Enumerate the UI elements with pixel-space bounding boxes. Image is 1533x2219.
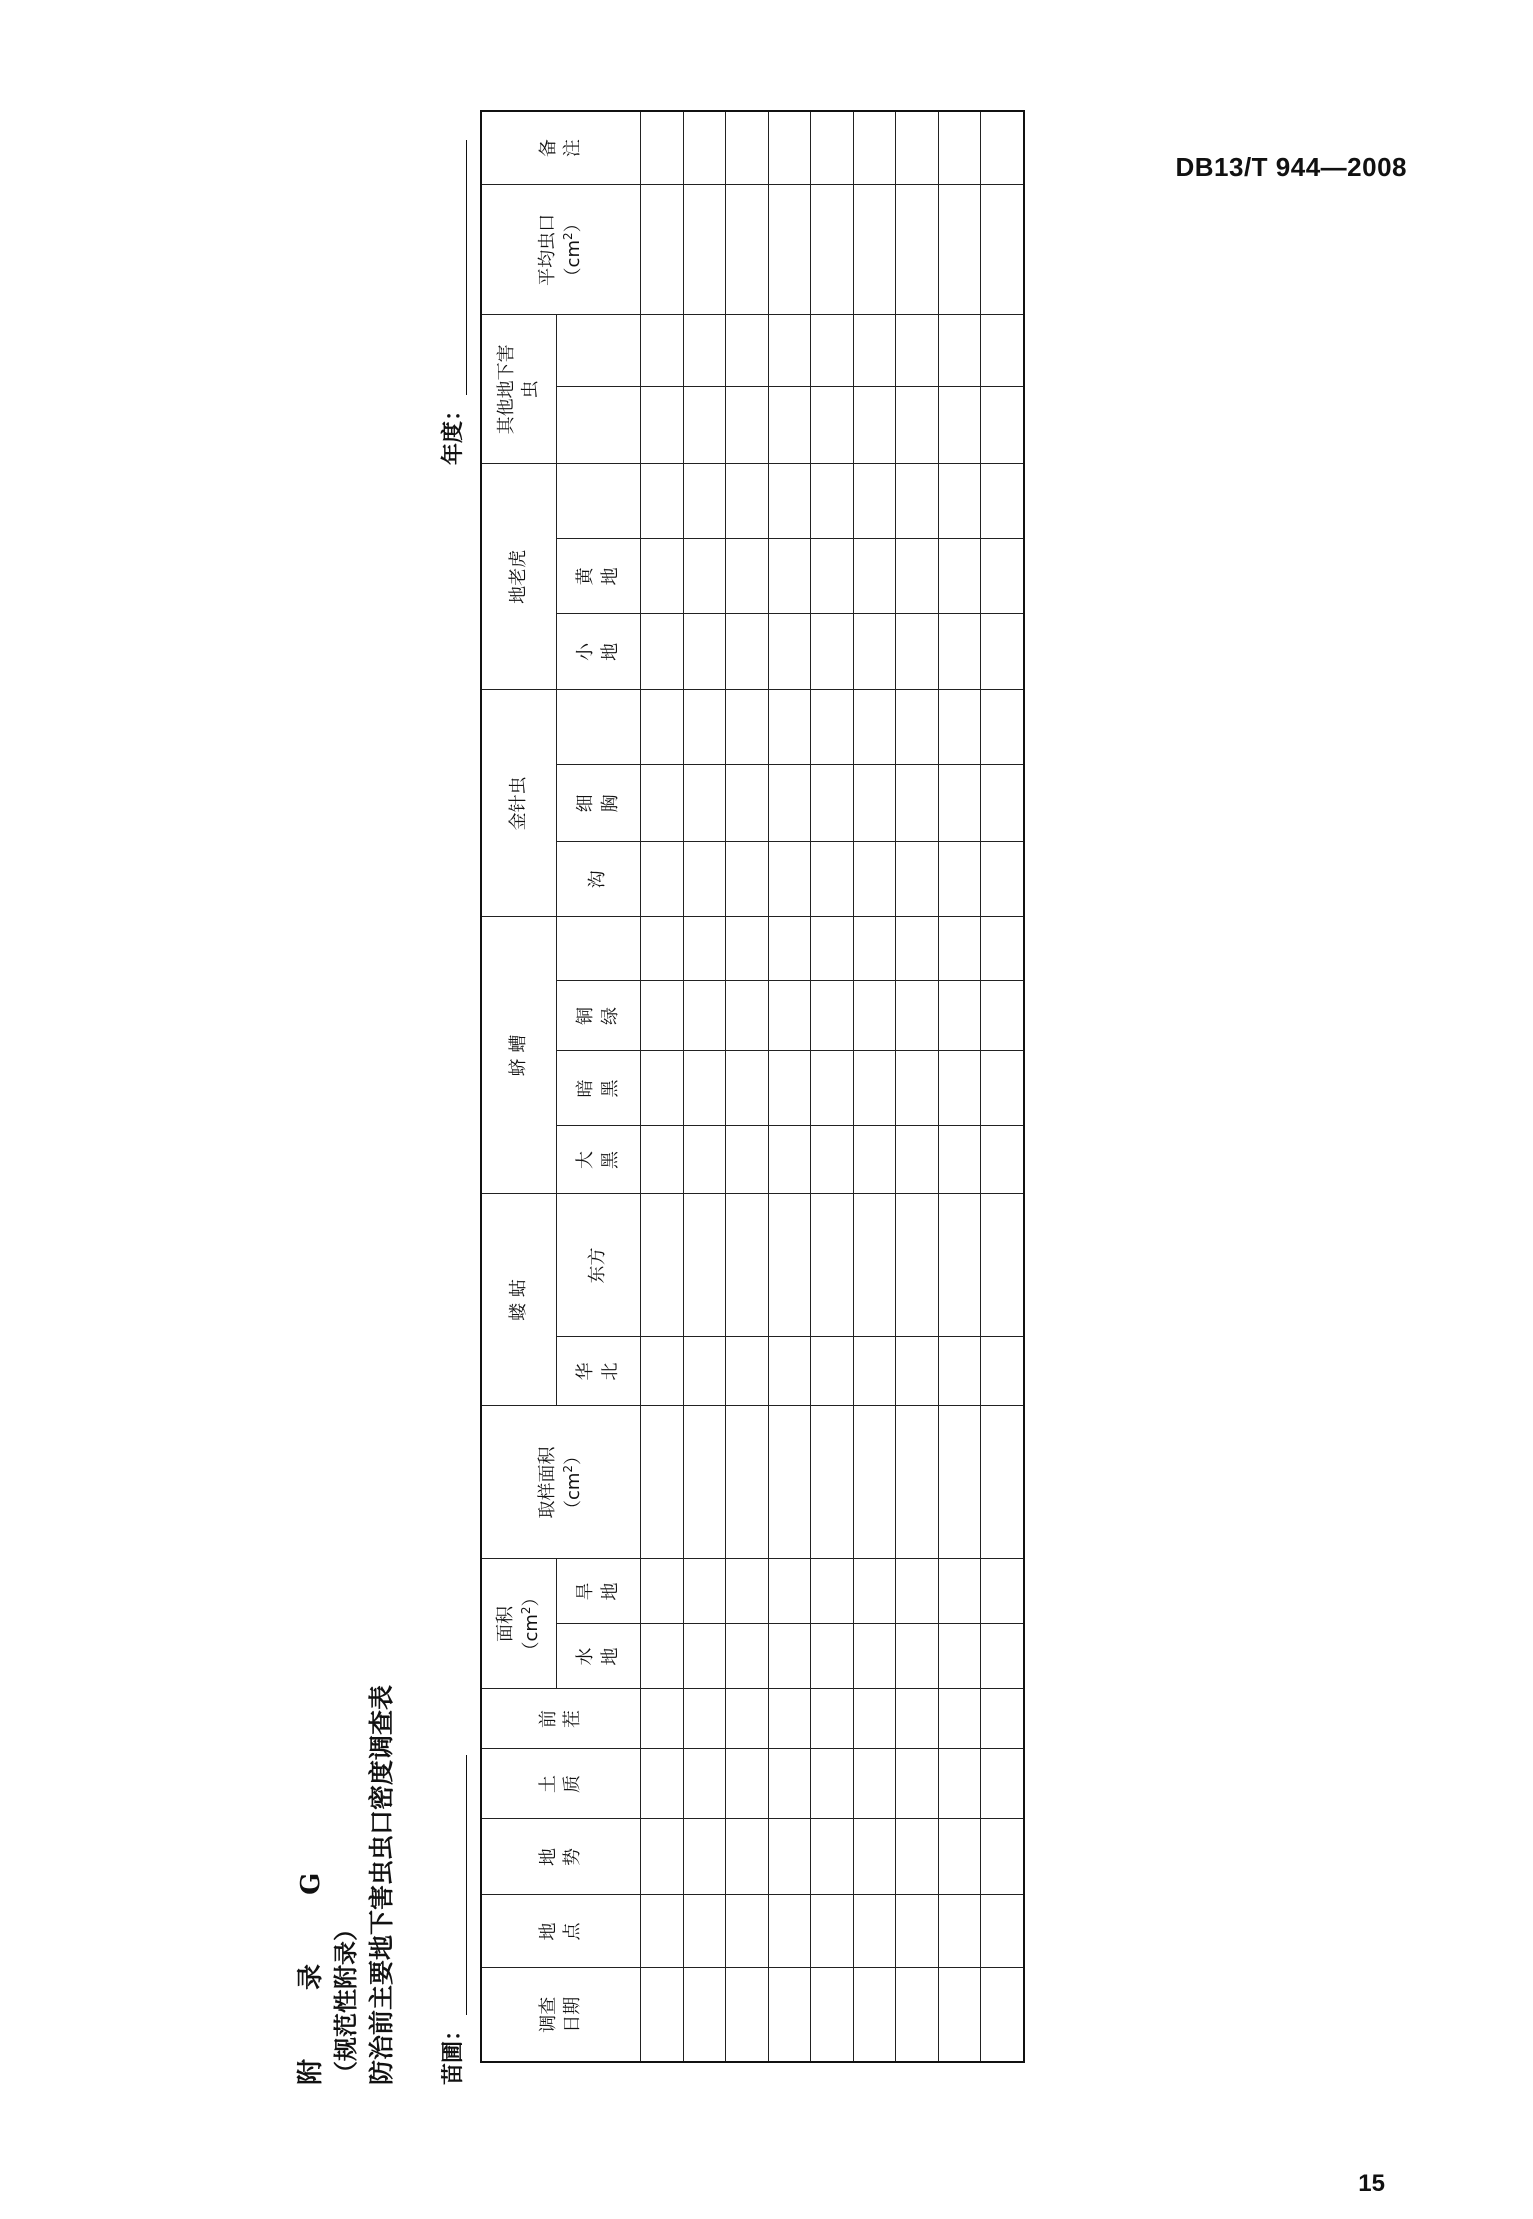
- table-cell[interactable]: [768, 1406, 811, 1559]
- table-cell[interactable]: [726, 1624, 769, 1689]
- header-cutworm-huang: 黄 地: [557, 539, 641, 614]
- table-cell[interactable]: [726, 765, 769, 842]
- table-cell[interactable]: [981, 1819, 1024, 1895]
- table-cell[interactable]: [981, 1895, 1024, 1968]
- table-row: [811, 111, 854, 2062]
- header-avg-density: 平均虫口 $(cm^2)$: [481, 185, 641, 315]
- table-cell[interactable]: [938, 842, 981, 917]
- table-cell[interactable]: [768, 1749, 811, 1819]
- table-cell[interactable]: [938, 111, 981, 185]
- table-cell[interactable]: [726, 387, 769, 464]
- table-cell[interactable]: [981, 185, 1024, 315]
- table-cell[interactable]: [896, 765, 939, 842]
- table-cell[interactable]: [938, 1337, 981, 1406]
- table-cell[interactable]: [981, 981, 1024, 1051]
- standard-code: DB13/T 944—2008: [1175, 152, 1407, 182]
- table-cell[interactable]: [938, 387, 981, 464]
- table-cell[interactable]: [683, 1819, 726, 1895]
- table-cell[interactable]: [811, 842, 854, 917]
- table-cell[interactable]: [853, 1689, 896, 1749]
- table-cell[interactable]: [981, 917, 1024, 981]
- table-cell[interactable]: [853, 1749, 896, 1819]
- table-cell[interactable]: [938, 539, 981, 614]
- appendix-label: 附 录 G: [296, 1842, 326, 2085]
- table-cell[interactable]: [726, 917, 769, 981]
- table-cell[interactable]: [853, 765, 896, 842]
- table-cell[interactable]: [768, 387, 811, 464]
- table-cell[interactable]: [683, 1624, 726, 1689]
- survey-table: [480, 110, 1025, 2063]
- table-cell[interactable]: [726, 185, 769, 315]
- header-cutworm-xiao: 小 地: [557, 614, 641, 690]
- table-cell[interactable]: [938, 981, 981, 1051]
- header-cutworm: 地老虎: [481, 464, 557, 690]
- table-cell[interactable]: [938, 1968, 981, 2062]
- nursery-label: 苗圃：: [441, 2018, 466, 2085]
- table-cell[interactable]: [641, 1126, 684, 1194]
- table-body: [641, 111, 1024, 2062]
- table-cell[interactable]: [938, 765, 981, 842]
- table-cell[interactable]: [896, 690, 939, 765]
- table-cell[interactable]: [938, 464, 981, 539]
- table-cell[interactable]: [811, 315, 854, 387]
- header-wireworm: 金针虫: [481, 690, 557, 917]
- table-cell[interactable]: [683, 1895, 726, 1968]
- table-cell[interactable]: [641, 981, 684, 1051]
- header-terrain: 地 势: [481, 1819, 641, 1895]
- table-cell[interactable]: [853, 1895, 896, 1968]
- table-cell[interactable]: [768, 1559, 811, 1624]
- table-cell[interactable]: [811, 387, 854, 464]
- year-label: 年度：: [441, 398, 466, 465]
- table-cell[interactable]: [726, 842, 769, 917]
- table-cell[interactable]: [853, 842, 896, 917]
- table-cell[interactable]: [683, 1337, 726, 1406]
- table-cell[interactable]: [641, 464, 684, 539]
- header-area: 面积 $(cm^2)$: [481, 1559, 557, 1689]
- table-cell[interactable]: [938, 1749, 981, 1819]
- table-cell[interactable]: [981, 387, 1024, 464]
- header-other-a: [557, 387, 641, 464]
- table-cell[interactable]: [641, 1051, 684, 1126]
- header-mole-huabei: 华 北: [557, 1337, 641, 1406]
- header-cutworm-empty: [557, 464, 641, 539]
- table-cell[interactable]: [981, 1337, 1024, 1406]
- table-cell[interactable]: [641, 1337, 684, 1406]
- appendix-type: （规范性附录）: [331, 1917, 360, 2085]
- table-cell[interactable]: [938, 1624, 981, 1689]
- table-cell[interactable]: [811, 1126, 854, 1194]
- table-cell[interactable]: [853, 185, 896, 315]
- table-cell[interactable]: [981, 765, 1024, 842]
- table-cell[interactable]: [896, 1126, 939, 1194]
- table-cell[interactable]: [981, 1194, 1024, 1337]
- table-cell[interactable]: [896, 1689, 939, 1749]
- table-cell[interactable]: [981, 1126, 1024, 1194]
- table-cell[interactable]: [683, 1559, 726, 1624]
- table-cell[interactable]: [981, 1968, 1024, 2062]
- table-cell[interactable]: [726, 1559, 769, 1624]
- table-cell[interactable]: [641, 111, 684, 185]
- table-cell[interactable]: [768, 765, 811, 842]
- table-cell[interactable]: [726, 1968, 769, 2062]
- header-row-1: [481, 111, 557, 2062]
- header-area-water: 水 地: [557, 1624, 641, 1689]
- table-cell[interactable]: [768, 917, 811, 981]
- table-cell[interactable]: [683, 387, 726, 464]
- table-cell[interactable]: [641, 539, 684, 614]
- table-cell[interactable]: [981, 1689, 1024, 1749]
- table-cell[interactable]: [811, 917, 854, 981]
- table-cell[interactable]: [853, 1968, 896, 2062]
- table-cell[interactable]: [726, 1337, 769, 1406]
- table-cell[interactable]: [641, 1895, 684, 1968]
- table-cell[interactable]: [853, 981, 896, 1051]
- header-soil: 土 质: [481, 1749, 641, 1819]
- table-cell[interactable]: [981, 1051, 1024, 1126]
- table-cell[interactable]: [641, 690, 684, 765]
- table-cell[interactable]: [641, 1749, 684, 1819]
- table-cell[interactable]: [768, 1051, 811, 1126]
- table-cell[interactable]: [896, 315, 939, 387]
- table-cell[interactable]: [683, 1051, 726, 1126]
- table-cell[interactable]: [768, 842, 811, 917]
- table-cell[interactable]: [683, 981, 726, 1051]
- table-cell[interactable]: [683, 917, 726, 981]
- table-cell[interactable]: [641, 1194, 684, 1337]
- table-cell[interactable]: [896, 464, 939, 539]
- table-cell[interactable]: [811, 1051, 854, 1126]
- table-cell[interactable]: [641, 614, 684, 690]
- table-cell[interactable]: [768, 185, 811, 315]
- header-grub: 蛴 螬: [481, 917, 557, 1194]
- table-cell[interactable]: [683, 1194, 726, 1337]
- table-cell[interactable]: [981, 842, 1024, 917]
- table-cell[interactable]: [683, 315, 726, 387]
- table-row: [726, 111, 769, 2062]
- table-cell[interactable]: [768, 464, 811, 539]
- table-cell[interactable]: [768, 1126, 811, 1194]
- table-cell[interactable]: [768, 1337, 811, 1406]
- table-row: [641, 111, 684, 2062]
- table-cell[interactable]: [683, 690, 726, 765]
- header-mole-cricket: 蝼 蛄: [481, 1194, 557, 1406]
- table-cell[interactable]: [726, 981, 769, 1051]
- table-cell[interactable]: [811, 614, 854, 690]
- table-cell[interactable]: [981, 690, 1024, 765]
- table-cell[interactable]: [811, 1406, 854, 1559]
- table-cell[interactable]: [981, 539, 1024, 614]
- table-cell[interactable]: [726, 1895, 769, 1968]
- table-cell[interactable]: [768, 690, 811, 765]
- table-cell[interactable]: [811, 1624, 854, 1689]
- table-cell[interactable]: [938, 1689, 981, 1749]
- table-cell[interactable]: [981, 614, 1024, 690]
- header-wireworm-empty: [557, 690, 641, 765]
- table-cell[interactable]: [853, 111, 896, 185]
- table-cell[interactable]: [853, 1051, 896, 1126]
- header-wireworm-gou: 沟: [557, 842, 641, 917]
- table-cell[interactable]: [896, 1559, 939, 1624]
- table-cell[interactable]: [853, 1337, 896, 1406]
- header-grub-empty: [557, 917, 641, 981]
- table-cell[interactable]: [981, 1624, 1024, 1689]
- header-previous-crop: 前 茬: [481, 1689, 641, 1749]
- table-cell[interactable]: [896, 1194, 939, 1337]
- table-cell[interactable]: [938, 614, 981, 690]
- table-cell[interactable]: [938, 1895, 981, 1968]
- table-cell[interactable]: [641, 185, 684, 315]
- table-cell[interactable]: [981, 111, 1024, 185]
- table-cell[interactable]: [641, 1624, 684, 1689]
- header-grub-anhei: 暗 黑: [557, 1051, 641, 1126]
- nursery-field: [436, 1755, 467, 2085]
- table-cell[interactable]: [938, 690, 981, 765]
- page-number: 15: [1358, 2170, 1385, 2197]
- table-cell[interactable]: [726, 464, 769, 539]
- table-cell[interactable]: [683, 185, 726, 315]
- table-cell[interactable]: [683, 1689, 726, 1749]
- table-cell[interactable]: [726, 1126, 769, 1194]
- table-cell[interactable]: [641, 765, 684, 842]
- table-cell[interactable]: [853, 1559, 896, 1624]
- table-row: [683, 111, 726, 2062]
- table-row: [853, 111, 896, 2062]
- table-cell[interactable]: [981, 464, 1024, 539]
- table-cell[interactable]: [811, 690, 854, 765]
- table-cell[interactable]: [768, 1624, 811, 1689]
- year-field: [436, 140, 467, 465]
- table-cell[interactable]: [683, 614, 726, 690]
- table-cell[interactable]: [768, 111, 811, 185]
- table-cell[interactable]: [726, 315, 769, 387]
- table-cell[interactable]: [896, 842, 939, 917]
- table-cell[interactable]: [853, 315, 896, 387]
- table-cell[interactable]: [726, 614, 769, 690]
- table-cell[interactable]: [683, 765, 726, 842]
- table-cell[interactable]: [896, 1337, 939, 1406]
- table-cell[interactable]: [896, 917, 939, 981]
- table-cell[interactable]: [853, 1624, 896, 1689]
- table-cell[interactable]: [683, 842, 726, 917]
- table-cell[interactable]: [683, 1406, 726, 1559]
- table-row: [896, 111, 939, 2062]
- header-wireworm-xixiong: 细 胸: [557, 765, 641, 842]
- table-cell[interactable]: [853, 1126, 896, 1194]
- table-cell[interactable]: [641, 917, 684, 981]
- table-cell[interactable]: [683, 111, 726, 185]
- table-cell[interactable]: [938, 917, 981, 981]
- table-cell[interactable]: [896, 387, 939, 464]
- table-cell[interactable]: [726, 539, 769, 614]
- table-cell[interactable]: [683, 1749, 726, 1819]
- table-row: [938, 111, 981, 2062]
- table-cell[interactable]: [768, 1689, 811, 1749]
- table-cell[interactable]: [768, 315, 811, 387]
- table-cell[interactable]: [938, 1051, 981, 1126]
- table-row: [981, 111, 1024, 2062]
- year-blank-line[interactable]: [448, 140, 467, 395]
- table-cell[interactable]: [683, 1126, 726, 1194]
- table-cell[interactable]: [896, 1968, 939, 2062]
- nursery-blank-line[interactable]: [448, 1755, 467, 2015]
- table-cell[interactable]: [811, 1559, 854, 1624]
- table-cell[interactable]: [726, 1749, 769, 1819]
- table-cell[interactable]: [641, 1968, 684, 2062]
- table-cell[interactable]: [896, 1406, 939, 1559]
- header-area-dry: 旱 地: [557, 1559, 641, 1624]
- header-survey-date: 调查 日期: [481, 1968, 641, 2062]
- header-remarks: 备 注: [481, 111, 641, 185]
- header-grub-dahei: 大 黑: [557, 1126, 641, 1194]
- table-cell[interactable]: [811, 1749, 854, 1819]
- table-cell[interactable]: [641, 1689, 684, 1749]
- table-cell[interactable]: [768, 539, 811, 614]
- table-cell[interactable]: [938, 1559, 981, 1624]
- table-cell[interactable]: [726, 1819, 769, 1895]
- table-cell[interactable]: [641, 1559, 684, 1624]
- table-cell[interactable]: [683, 1968, 726, 2062]
- table-cell[interactable]: [853, 464, 896, 539]
- table-title: 防治前主要地下害虫虫口密度调查表: [367, 1684, 396, 2085]
- table-cell[interactable]: [896, 1051, 939, 1126]
- table-cell[interactable]: [768, 614, 811, 690]
- table-cell[interactable]: [726, 1194, 769, 1337]
- table-cell[interactable]: [853, 1194, 896, 1337]
- table-cell[interactable]: [896, 539, 939, 614]
- table-cell[interactable]: [768, 1194, 811, 1337]
- table-cell[interactable]: [811, 1689, 854, 1749]
- header-grub-tonglv: 铜 绿: [557, 981, 641, 1051]
- table-cell[interactable]: [938, 315, 981, 387]
- table-cell[interactable]: [726, 1051, 769, 1126]
- table-cell[interactable]: [938, 1126, 981, 1194]
- table-cell[interactable]: [768, 1968, 811, 2062]
- table-cell[interactable]: [896, 111, 939, 185]
- table-cell[interactable]: [726, 1689, 769, 1749]
- table-cell[interactable]: [853, 690, 896, 765]
- table-cell[interactable]: [726, 690, 769, 765]
- header-other-b: [557, 315, 641, 387]
- table-cell[interactable]: [853, 539, 896, 614]
- table-cell[interactable]: [811, 111, 854, 185]
- table-cell[interactable]: [853, 387, 896, 464]
- table-cell[interactable]: [641, 387, 684, 464]
- table-cell[interactable]: [981, 1406, 1024, 1559]
- table-cell[interactable]: [726, 111, 769, 185]
- header-location: 地 点: [481, 1895, 641, 1968]
- table-cell[interactable]: [811, 981, 854, 1051]
- table-cell[interactable]: [811, 1194, 854, 1337]
- header-other-pests: 其他地下害 虫: [481, 315, 557, 464]
- table-cell[interactable]: [938, 185, 981, 315]
- table-cell[interactable]: [811, 464, 854, 539]
- table-cell[interactable]: [853, 917, 896, 981]
- table-cell[interactable]: [641, 1819, 684, 1895]
- table-cell[interactable]: [853, 1406, 896, 1559]
- table-cell[interactable]: [981, 1749, 1024, 1819]
- table-cell[interactable]: [896, 1819, 939, 1895]
- table-cell[interactable]: [683, 539, 726, 614]
- table-cell[interactable]: [768, 981, 811, 1051]
- table-cell[interactable]: [683, 464, 726, 539]
- table-cell[interactable]: [938, 1194, 981, 1337]
- header-sample-area: 取样面积 $(cm^2)$: [481, 1406, 641, 1559]
- table-cell[interactable]: [896, 185, 939, 315]
- table-cell[interactable]: [811, 1895, 854, 1968]
- table-cell[interactable]: [811, 765, 854, 842]
- table-row: [768, 111, 811, 2062]
- table-cell[interactable]: [853, 1819, 896, 1895]
- table-cell[interactable]: [896, 981, 939, 1051]
- table-cell[interactable]: [811, 1337, 854, 1406]
- table-cell[interactable]: [726, 1406, 769, 1559]
- table-cell[interactable]: [981, 1559, 1024, 1624]
- table-cell[interactable]: [896, 1624, 939, 1689]
- table-cell[interactable]: [811, 1968, 854, 2062]
- table-cell[interactable]: [811, 1819, 854, 1895]
- rotated-form: [258, 135, 1258, 2085]
- header-mole-dongfang: 东方: [557, 1194, 641, 1337]
- table-cell[interactable]: [768, 1819, 811, 1895]
- table-cell[interactable]: [896, 1895, 939, 1968]
- table-cell[interactable]: [811, 539, 854, 614]
- table-cell[interactable]: [853, 614, 896, 690]
- table-cell[interactable]: [896, 614, 939, 690]
- table-cell[interactable]: [896, 1749, 939, 1819]
- table-cell[interactable]: [641, 842, 684, 917]
- table-cell[interactable]: [641, 1406, 684, 1559]
- table-cell[interactable]: [641, 315, 684, 387]
- table-cell[interactable]: [938, 1819, 981, 1895]
- table-cell[interactable]: [768, 1895, 811, 1968]
- table-cell[interactable]: [811, 185, 854, 315]
- table-cell[interactable]: [981, 315, 1024, 387]
- table-cell[interactable]: [938, 1406, 981, 1559]
